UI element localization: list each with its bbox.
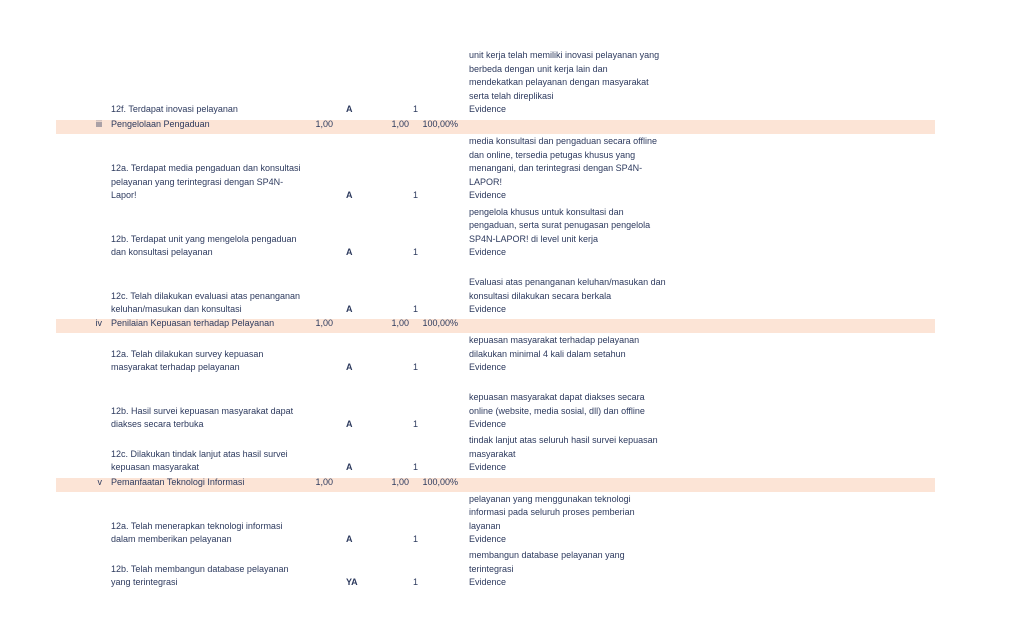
evidence-note-line: terintegrasi — [469, 563, 514, 574]
criteria-description-line: 12b. Telah membangun database pelayanan — [111, 563, 289, 574]
evidence-note-line: LAPOR! — [469, 176, 503, 187]
evidence-note-line: unit kerja telah memiliki inovasi pelayanan yang — [469, 50, 660, 60]
evidence-note-line: kepuasan masyarakat terhadap pelayanan — [469, 335, 640, 345]
evidence-note-line: Evidence — [469, 190, 507, 200]
section-weight: 1,00 — [315, 119, 333, 129]
evidence-note-line: kepuasan masyarakat dapat diakses secara — [469, 392, 645, 402]
evidence-note-line: pengelola khusus untuk konsultasi dan — [469, 206, 624, 217]
section-title: Pemanfaatan Teknologi Informasi — [111, 477, 245, 487]
section-percent: 100,00% — [422, 318, 458, 328]
score-value: 1 — [412, 190, 418, 200]
evidence-note-line: dilakukan minimal 4 kali dalam setahun — [469, 348, 626, 359]
evidence-note-line: Evidence — [469, 419, 507, 429]
section-number: iv — [95, 318, 102, 328]
criteria-description-line: yang terintegrasi — [111, 577, 178, 587]
evidence-note-line: Evidence — [469, 462, 507, 472]
evidence-note-line: Evaluasi atas penanganan keluhan/masukan dan — [469, 277, 666, 287]
evidence-note-line: media konsultasi dan pengaduan secara offline — [469, 136, 657, 146]
criteria-description-line: pelayanan yang terintegrasi dengan SP4N- — [111, 176, 284, 187]
evidence-note-line: serta telah direplikasi — [469, 90, 554, 101]
section-percent: 100,00% — [422, 119, 458, 129]
criteria-description-line: masyarakat terhadap pelayanan — [111, 362, 240, 372]
evidence-note-line: Evidence — [469, 534, 507, 544]
answer-code: YA — [346, 577, 358, 587]
criteria-description-line: keluhan/masukan dan konsultasi — [111, 304, 242, 314]
criteria-description-line: 12c. Telah dilakukan evaluasi atas penanganan — [111, 290, 300, 301]
evidence-note-line: masyarakat — [469, 448, 516, 459]
evidence-note-line: membangun database pelayanan yang — [469, 550, 625, 560]
criteria-description-line: dan konsultasi pelayanan — [111, 247, 213, 257]
section-score: 1,00 — [391, 477, 409, 487]
evidence-note-line: online (website, media sosial, dll) dan offline — [469, 405, 645, 416]
section-score: 1,00 — [391, 318, 409, 328]
evidence-note-line: Evidence — [469, 304, 507, 314]
score-value: 1 — [412, 104, 418, 114]
criteria-description-line: dalam memberikan pelayanan — [111, 534, 232, 544]
section-score: 1,00 — [391, 119, 409, 129]
evidence-note-line: menangani, dan terintegrasi dengan SP4N- — [469, 163, 643, 173]
answer-code: A — [346, 190, 353, 200]
score-value: 1 — [412, 577, 418, 587]
evidence-note-line: Evidence — [469, 362, 507, 372]
section-percent: 100,00% — [422, 477, 458, 487]
criteria-description-line: 12a. Telah dilakukan survey kepuasan — [111, 348, 264, 359]
evidence-note-line: pengaduan, serta surat penugasan pengelola — [469, 220, 651, 230]
evidence-note-line: mendekatkan pelayanan dengan masyarakat — [469, 77, 649, 87]
criteria-description-line: 12c. Dilakukan tindak lanjut atas hasil survei — [111, 448, 288, 459]
criteria-description-line: 12a. Terdapat media pengaduan dan konsultasi — [111, 163, 301, 173]
section-number: iii — [96, 119, 102, 129]
evidence-note-line: konsultasi dilakukan secara berkala — [469, 290, 612, 301]
evidence-note-line: pelayanan yang menggunakan teknologi — [469, 493, 631, 504]
evidence-note-line: berbeda dengan unit kerja lain dan — [469, 63, 608, 74]
criteria-description-line: kepuasan masyarakat — [111, 462, 200, 472]
evidence-note-line: SP4N-LAPOR! di level unit kerja — [469, 233, 599, 244]
criteria-description-line: 12a. Telah menerapkan teknologi informasi — [111, 520, 283, 531]
evidence-note-line: Evidence — [469, 577, 507, 587]
evidence-note-line: tindak lanjut atas seluruh hasil survei kepuasan — [469, 435, 658, 445]
criteria-description-line: 12b. Hasil survei kepuasan masyarakat dapat — [111, 405, 294, 416]
score-value: 1 — [412, 419, 418, 429]
score-value: 1 — [412, 462, 418, 472]
evidence-note-line: Evidence — [469, 104, 507, 114]
section-title: Penilaian Kepuasan terhadap Pelayanan — [111, 318, 275, 328]
score-value: 1 — [412, 534, 418, 544]
answer-code: A — [346, 104, 353, 114]
criteria-description-line: diakses secara terbuka — [111, 419, 204, 429]
answer-code: A — [346, 247, 353, 257]
score-value: 1 — [412, 362, 418, 372]
answer-code: A — [346, 419, 353, 429]
evidence-note-line: dan online, tersedia petugas khusus yang — [469, 149, 636, 160]
section-weight: 1,00 — [315, 318, 333, 328]
evidence-note-line: informasi pada seluruh proses pemberian — [469, 507, 635, 517]
evidence-note-line: Evidence — [469, 247, 507, 257]
section-title: Pengelolaan Pengaduan — [111, 119, 210, 129]
criteria-description-line: 12f. Terdapat inovasi pelayanan — [111, 104, 238, 114]
answer-code: A — [346, 304, 353, 314]
evidence-note-line: layanan — [469, 520, 501, 531]
section-number: v — [97, 477, 102, 487]
section-weight: 1,00 — [315, 477, 333, 487]
score-value: 1 — [412, 247, 418, 257]
answer-code: A — [346, 462, 353, 472]
criteria-description-line: Lapor! — [111, 190, 137, 200]
criteria-description-line: 12b. Terdapat unit yang mengelola pengaduan — [111, 233, 297, 244]
answer-code: A — [346, 362, 353, 372]
answer-code: A — [346, 534, 353, 544]
score-value: 1 — [412, 304, 418, 314]
